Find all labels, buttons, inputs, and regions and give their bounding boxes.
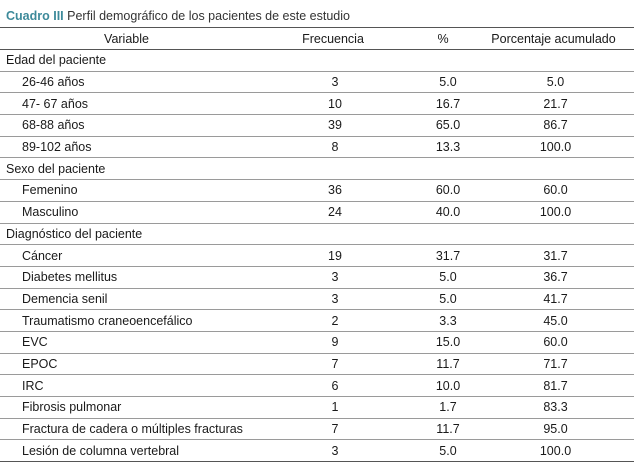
variable-cell: EVC (0, 331, 253, 353)
percent-cell: 5.0 (413, 288, 473, 310)
table-caption (6, 8, 350, 24)
percent-cell: 10.0 (413, 375, 473, 397)
table-row (0, 136, 634, 158)
table-row (0, 331, 634, 353)
acumulado-cell: 31.7 (473, 245, 634, 267)
frecuencia-cell: 10 (253, 93, 413, 115)
frecuencia-cell: 9 (253, 331, 413, 353)
variable-cell: Traumatismo craneoencefálico (0, 310, 253, 332)
table-row (0, 266, 634, 288)
acumulado-cell: 86.7 (473, 115, 634, 137)
column-header-frecuencia: Frecuencia (253, 28, 413, 50)
table-row (0, 115, 634, 137)
section-title: Sexo del paciente (0, 158, 634, 180)
table-row (0, 288, 634, 310)
acumulado-cell: 83.3 (473, 397, 634, 419)
percent-cell: 31.7 (413, 245, 473, 267)
demographic-table (0, 27, 634, 462)
acumulado-cell: 95.0 (473, 418, 634, 440)
acumulado-cell: 100.0 (473, 201, 634, 223)
demographic-table-container (0, 27, 634, 462)
percent-cell: 15.0 (413, 331, 473, 353)
variable-cell: 68-88 años (0, 115, 253, 137)
column-header-variable: Variable (0, 28, 253, 50)
acumulado-cell: 100.0 (473, 136, 634, 158)
acumulado-cell: 100.0 (473, 440, 634, 462)
frecuencia-cell: 39 (253, 115, 413, 137)
frecuencia-cell: 36 (253, 180, 413, 202)
percent-cell: 65.0 (413, 115, 473, 137)
variable-cell: Demencia senil (0, 288, 253, 310)
variable-cell: 26-46 años (0, 71, 253, 93)
percent-cell: 3.3 (413, 310, 473, 332)
frecuencia-cell: 7 (253, 353, 413, 375)
frecuencia-cell: 6 (253, 375, 413, 397)
variable-cell: IRC (0, 375, 253, 397)
table-row (0, 180, 634, 202)
header-row (0, 28, 634, 50)
frecuencia-cell: 1 (253, 397, 413, 419)
acumulado-cell: 45.0 (473, 310, 634, 332)
frecuencia-cell: 3 (253, 440, 413, 462)
table-row (0, 397, 634, 419)
acumulado-cell: 36.7 (473, 266, 634, 288)
table-row (0, 440, 634, 462)
acumulado-cell: 60.0 (473, 331, 634, 353)
frecuencia-cell: 8 (253, 136, 413, 158)
variable-cell: 89-102 años (0, 136, 253, 158)
percent-cell: 40.0 (413, 201, 473, 223)
table-row (0, 418, 634, 440)
variable-cell: Lesión de columna vertebral (0, 440, 253, 462)
variable-cell: Diabetes mellitus (0, 266, 253, 288)
percent-cell: 5.0 (413, 440, 473, 462)
frecuencia-cell: 3 (253, 266, 413, 288)
section-title: Diagnóstico del paciente (0, 223, 634, 245)
frecuencia-cell: 7 (253, 418, 413, 440)
acumulado-cell: 71.7 (473, 353, 634, 375)
table-row (0, 245, 634, 267)
table-row (0, 201, 634, 223)
acumulado-cell: 60.0 (473, 180, 634, 202)
table-row (0, 71, 634, 93)
percent-cell: 16.7 (413, 93, 473, 115)
percent-cell: 5.0 (413, 266, 473, 288)
table-body (0, 50, 634, 462)
variable-cell: Fibrosis pulmonar (0, 397, 253, 419)
column-header-acumulado: Porcentaje acumulado (473, 28, 634, 50)
percent-cell: 11.7 (413, 418, 473, 440)
variable-cell: Femenino (0, 180, 253, 202)
acumulado-cell: 21.7 (473, 93, 634, 115)
acumulado-cell: 41.7 (473, 288, 634, 310)
variable-cell: EPOC (0, 353, 253, 375)
section-row (0, 158, 634, 180)
acumulado-cell: 5.0 (473, 71, 634, 93)
frecuencia-cell: 24 (253, 201, 413, 223)
column-header-percent: % (413, 28, 473, 50)
variable-cell: Fractura de cadera o múltiples fracturas (0, 418, 253, 440)
frecuencia-cell: 19 (253, 245, 413, 267)
table-header (0, 28, 634, 50)
frecuencia-cell: 3 (253, 71, 413, 93)
variable-cell: Cáncer (0, 245, 253, 267)
frecuencia-cell: 2 (253, 310, 413, 332)
table-row (0, 93, 634, 115)
percent-cell: 11.7 (413, 353, 473, 375)
percent-cell: 1.7 (413, 397, 473, 419)
table-row (0, 353, 634, 375)
table-row (0, 310, 634, 332)
percent-cell: 13.3 (413, 136, 473, 158)
section-row (0, 223, 634, 245)
caption-text: Perfil demográfico de los pacientes de este estudio (67, 9, 350, 23)
section-title: Edad del paciente (0, 50, 634, 72)
frecuencia-cell: 3 (253, 288, 413, 310)
variable-cell: Masculino (0, 201, 253, 223)
section-row (0, 50, 634, 72)
caption-label: Cuadro III (6, 9, 64, 23)
acumulado-cell: 81.7 (473, 375, 634, 397)
variable-cell: 47- 67 años (0, 93, 253, 115)
percent-cell: 60.0 (413, 180, 473, 202)
percent-cell: 5.0 (413, 71, 473, 93)
table-row (0, 375, 634, 397)
